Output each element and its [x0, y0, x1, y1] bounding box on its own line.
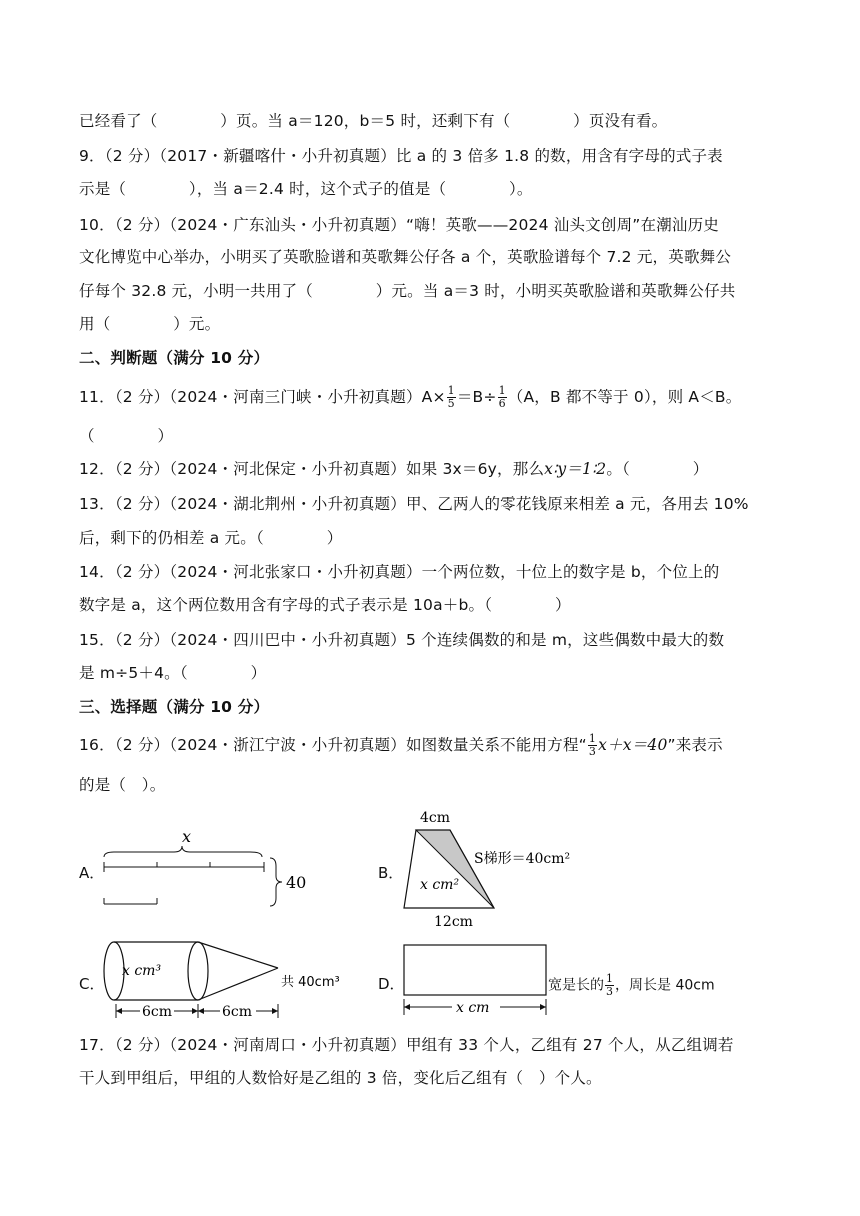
question-16-line-2: 的是（ ）。	[79, 776, 166, 794]
section-heading-multiple-choice: 三、选择题（满分 10 分）	[79, 698, 270, 716]
option-d-rectangle	[404, 945, 546, 995]
question-15-line-1: 15．（2 分）（2024・四川巴中・小升初真题）5 个连续偶数的和是 m，这些偶数中最大的数	[79, 631, 725, 649]
question-10-line-2: 文化博览中心举办，小明买了英歌脸谱和英歌舞公仔各 a 个，英歌脸谱每个 7.2 元，英歌舞公	[79, 248, 732, 266]
q11-fraction-1: $\frac{1}{5}$	[447, 384, 455, 410]
option-b-top-length: 4cm	[420, 810, 451, 826]
question-11-line-2: （ ）	[79, 427, 174, 445]
question-11-line-1	[79, 385, 741, 410]
option-c-cylinder-right-end	[188, 942, 208, 1000]
option-c-total: 共 40cm³	[281, 975, 340, 990]
q11-text-mid: ＝B÷	[456, 388, 497, 406]
question-9-line-1: 9．（2 分）（2017・新疆喀什・小升初真题）比 a 的 3 倍多 1.8 的数，用含有字母的式子表	[79, 147, 723, 165]
option-c-figure	[100, 938, 360, 1024]
q12-text-post: 。（ ）	[606, 460, 709, 478]
option-d-text: 宽是长的 $\frac{1}{3}$ ，周长是 40cm	[548, 972, 715, 998]
option-b-label: B．	[378, 864, 404, 882]
question-9-line-2: 示是（ ），当 a＝2.4 时，这个式子的值是（ ）。	[79, 180, 533, 198]
option-a-x-label: x	[182, 827, 192, 846]
option-c-label: C．	[79, 975, 105, 993]
option-c-cone-length: 6cm	[222, 1004, 253, 1020]
q12-ratio: x∶y＝1∶2	[544, 460, 607, 478]
q11-text-pre: 11．（2 分）（2024・河南三门峡・小升初真题）A×	[79, 388, 446, 406]
question-16-line-1	[79, 733, 723, 758]
option-b-shaded-triangle	[416, 830, 494, 908]
section-heading-true-false: 二、判断题（满分 10 分）	[79, 349, 270, 367]
option-b-figure	[400, 808, 590, 932]
q11-fraction-2: $\frac{1}{6}$	[498, 384, 506, 410]
question-10-line-4: 用（ ）元。	[79, 315, 221, 333]
question-10-line-1: 10．（2 分）（2024・广东汕头・小升初真题）“嗨！英歌——2024 汕头文创周”在潮汕历史	[79, 216, 719, 234]
option-c-cylinder-left-end	[104, 942, 124, 1000]
option-a-right-brace	[270, 858, 282, 906]
option-d-width-label: x cm	[456, 1000, 490, 1016]
option-b-inner-label: x cm²	[420, 877, 460, 893]
option-a-top-brace	[104, 846, 262, 857]
q16-text-pre: 16．（2 分）（2024・浙江宁波・小升初真题）如图数量关系不能用方程“	[79, 736, 587, 754]
q16-fraction: $\frac{1}{3}$	[588, 732, 597, 758]
q12-text-pre: 12．（2 分）（2024・河北保定・小升初真题）如果 3x＝6y，那么	[79, 460, 545, 478]
option-d-fraction: $\frac{1}{3}$	[606, 972, 613, 998]
question-15-line-2: 是 m÷5＋4。（ ）	[79, 664, 267, 682]
option-b-bottom-length: 12cm	[434, 914, 473, 930]
question-14-line-1: 14．（2 分）（2024・河北张家口・小升初真题）一个两位数，十位上的数字是 b，个位上的	[79, 563, 720, 581]
option-c-cylinder-length: 6cm	[142, 1004, 173, 1020]
question-10-line-3: 仔每个 32.8 元，小明一共用了（ ）元。当 a＝3 时，小明买英歌脸谱和英歌舞公仔共	[79, 282, 736, 300]
question-13-line-1: 13．（2 分）（2024・湖北荆州・小升初真题）甲、乙两人的零花钱原来相差 a 元，各用去 10%	[79, 495, 749, 513]
q11-text-post: （A，B 都不等于 0），则 A＜B。	[507, 388, 742, 406]
option-a-figure	[100, 826, 315, 916]
q16-text-post: ”来表示	[667, 736, 723, 754]
option-a-total: 40	[286, 873, 307, 892]
option-c-inner-label: x cm³	[122, 963, 162, 979]
option-a-label: A．	[79, 864, 105, 882]
question-8-continuation: 已经看了（ ）页。当 a＝120，b＝5 时，还剩下有（ ）页没有看。	[79, 112, 668, 130]
option-d-label: D．	[378, 975, 405, 993]
q16-equation: x＋x＝40	[598, 736, 668, 754]
option-d-figure	[400, 941, 550, 1021]
option-b-area-label: S梯形＝40cm²	[474, 851, 571, 867]
question-12	[79, 458, 709, 480]
question-17-line-2: 干人到甲组后，甲组的人数恰好是乙组的 3 倍，变化后乙组有（ ）个人。	[79, 1069, 602, 1087]
option-c-cone	[198, 942, 278, 968]
question-14-line-2: 数字是 a，这个两位数用含有字母的式子表示是 10a＋b。（ ）	[79, 596, 571, 614]
question-13-line-2: 后，剩下的仍相差 a 元。（ ）	[79, 529, 343, 547]
question-17-line-1: 17．（2 分）（2024・河南周口・小升初真题）甲组有 33 个人，乙组有 27 个人，从乙组调若	[79, 1036, 734, 1054]
